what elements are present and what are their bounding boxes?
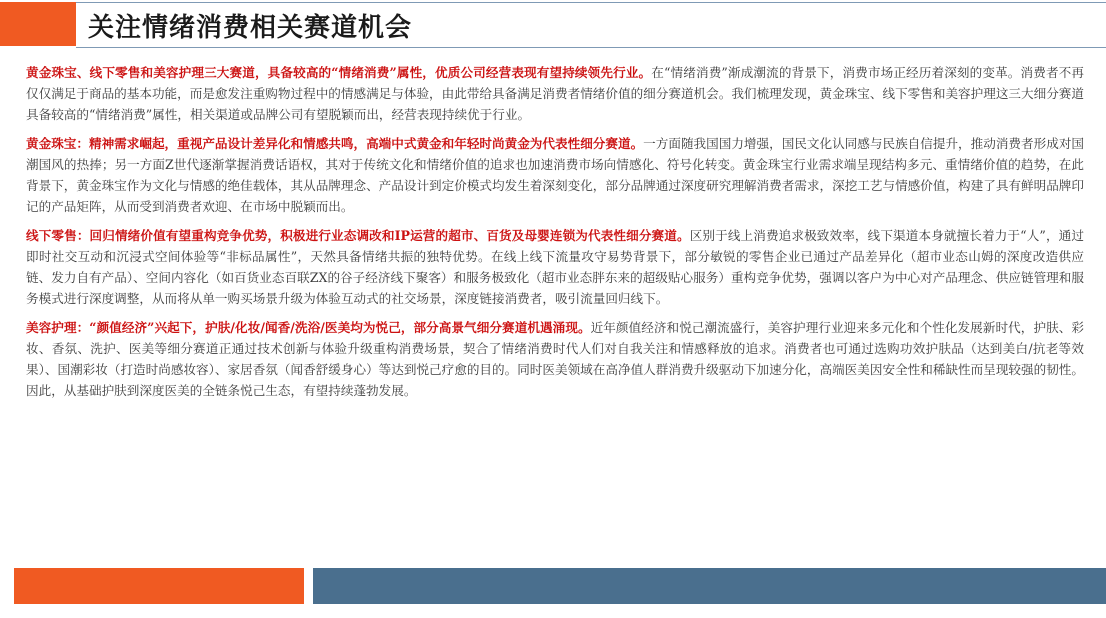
paragraph-body: 区别于线上消费追求极致效率，线下渠道本身就擅长着力于“人”，通过即时社交互动和沉浸式空间体验等“非标品属性”，天然具备情绪共振的独特优势。在线上线下流量攻守易势背景下，部分敏锐的零售企业已通过产品差异化（超市业态山姆的深度改造供应链、发力自有产品）、空间内容化（如百货业态百联ZX的谷子经济线下聚客）和服务极致化（超市业态胖东来的超级贴心服务）重构竞争优势，强调以客户为中心对产品理念、供应链管理和服务模式进行深度调整，从而将从单一购买场景升级为体验互动式的社交场景，深度链接消费者，吸引流量回归线下。 [26, 228, 1084, 306]
title-band [76, 2, 1106, 48]
page-title: 关注情绪消费相关赛道机会 [88, 12, 413, 43]
paragraph-overview [26, 62, 1084, 125]
paragraph-lead: 美容护理：“颜值经济”兴起下，护肤/化妆/闻香/洗浴/医美均为悦己，部分高景气细分赛道机遇涌现。 [26, 320, 591, 335]
paragraph-gold-jewelry [26, 133, 1084, 217]
paragraph-body: 在“情绪消费”渐成潮流的背景下，消费市场正经历着深刻的变革。消费者不再仅仅满足于商品的基本功能，而是愈发注重购物过程中的情感满足与体验，由此带给具备满足消费者情绪价值的细分赛道机会。我们梳理发现，黄金珠宝、线下零售和美容护理这三大细分赛道具备较高的“情绪消费”属性，相关渠道或品牌公司有望脱颖而出，经营表现持续优于行业。 [26, 65, 1084, 122]
paragraph-beauty-care [26, 317, 1084, 401]
header-accent-bar [0, 2, 76, 46]
content-body [26, 62, 1084, 409]
paragraph-body: 近年颜值经济和悦己潮流盛行，美容护理行业迎来多元化和个性化发展新时代，护肤、彩妆、香氛、洗护、医美等细分赛道正通过技术创新与体验升级重构消费场景，契合了情绪消费时代人们对自我关注和情感释放的追求。消费者也可通过选购功效护肤品（达到美白/抗老等效果）、国潮彩妆（打造时尚感妆容）、家居香氛（闻香舒缓身心）等达到悦己疗愈的目的。同时医美领域在高净值人群消费升级驱动下加速分化，高端医美因安全性和稀缺性而呈现较强的韧性。因此，从基础护肤到深度医美的全链条悦己生态，有望持续蓬勃发展。 [26, 320, 1084, 398]
footer-blue-bar [313, 568, 1106, 604]
footer-orange-bar [14, 568, 304, 604]
footer [0, 568, 1106, 604]
paragraph-body: 一方面随我国国力增强，国民文化认同感与民族自信提升，推动消费者形成对国潮国风的热捧；另一方面Z世代逐渐掌握消费话语权，其对于传统文化和情绪价值的追求也加速消费市场向情感化、符号化转变。黄金珠宝行业需求端呈现结构多元、重情绪价值的趋势，在此背景下，黄金珠宝作为文化与情感的绝佳载体，其从品牌理念、产品设计到定价模式均发生着深刻变化，部分品牌通过深度研究理解消费者需求，深挖工艺与情感价值，构建了具有鲜明品牌印记的产品矩阵，从而受到消费者欢迎、在市场中脱颖而出。 [26, 136, 1085, 214]
paragraph-lead: 黄金珠宝、线下零售和美容护理三大赛道，具备较高的“情绪消费”属性，优质公司经营表现有望持续领先行业。 [26, 65, 652, 80]
paragraph-offline-retail [26, 225, 1084, 309]
header [0, 0, 1106, 48]
paragraph-lead: 线下零售：回归情绪价值有望重构竞争优势，积极进行业态调改和IP运营的超市、百货及母婴连锁为代表性细分赛道。 [26, 228, 690, 243]
paragraph-lead: 黄金珠宝：精神需求崛起，重视产品设计差异化和情感共鸣，高端中式黄金和年轻时尚黄金为代表性细分赛道。 [26, 136, 644, 151]
